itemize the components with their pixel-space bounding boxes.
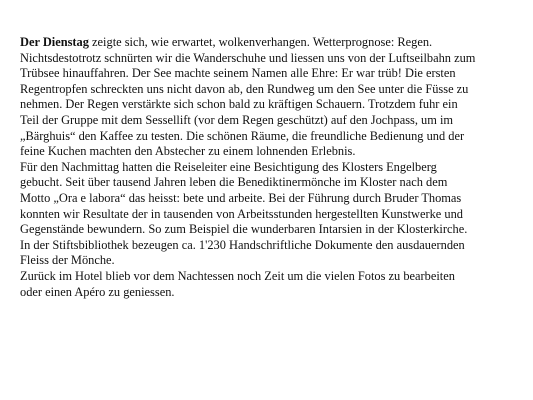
lead-bold-phrase: Der Dienstag [20,35,89,49]
text-line-2: Nichtsdestotrotz schnürten wir die Wanderschuhe und liessen uns von der Luftseilbahn zum [20,50,476,65]
text-line-15: Fleiss der Mönche. [20,253,115,268]
text-line-9: Für den Nachmittag hatten die Reiseleiter eine Besichtigung des Klosters Engelberg [20,159,437,174]
text-line-8: feine Kuchen machten den Abstecher zu einem lohnenden Erlebnis. [20,144,356,159]
document-body-text [20,35,525,300]
text-line-17: oder einen Apéro zu geniessen. [20,284,175,299]
text-line-14: In der Stiftsbibliothek bezeugen ca. 1'230 Handschriftliche Dokumente den ausdauernden [20,237,465,252]
text-line-1 [20,35,525,51]
text-line-6: Teil der Gruppe mit dem Sessellift (vor dem Regen geschützt) auf den Jochpass, um im [20,112,454,127]
text-line-3: Trübsee hinauffahren. Der See machte seinem Namen alle Ehre: Er war trüb! Die ersten [20,66,456,81]
text-line-11: Motto „Ora e labora“ das heisst: bete und arbeite. Bei der Führung durch Bruder Thomas [20,190,462,205]
text-line-4: Regentropfen schreckten uns nicht davon ab, den Rundweg um den See unter die Füsse zu [20,81,469,96]
text-line-13: Gegenstände bewundern. So zum Beispiel die wunderbaren Intarsien in der Klosterkirche. [20,222,468,237]
text-line-5: nehmen. Der Regen verstärkte sich schon bald zu kräftigen Schauern. Trotzdem fuhr ein [20,97,458,112]
text-line-12: konnten wir Resultate der in tausenden von Arbeitsstunden hergestellten Kunstwerke und [20,206,463,221]
text-line-10: gebucht. Seit über tausend Jahren leben die Benediktinermönche im Kloster nach dem [20,175,448,190]
text-line-7: „Bärghuis“ den Kaffee zu testen. Die schönen Räume, die freundliche Bedienung und der [20,128,465,143]
text-line-16: Zurück im Hotel blieb vor dem Nachtessen noch Zeit um die vielen Fotos zu bearbeiten [20,268,455,283]
text-line-1-rest: zeigte sich, wie erwartet, wolkenverhangen. Wetterprognose: Regen. [88,35,433,49]
